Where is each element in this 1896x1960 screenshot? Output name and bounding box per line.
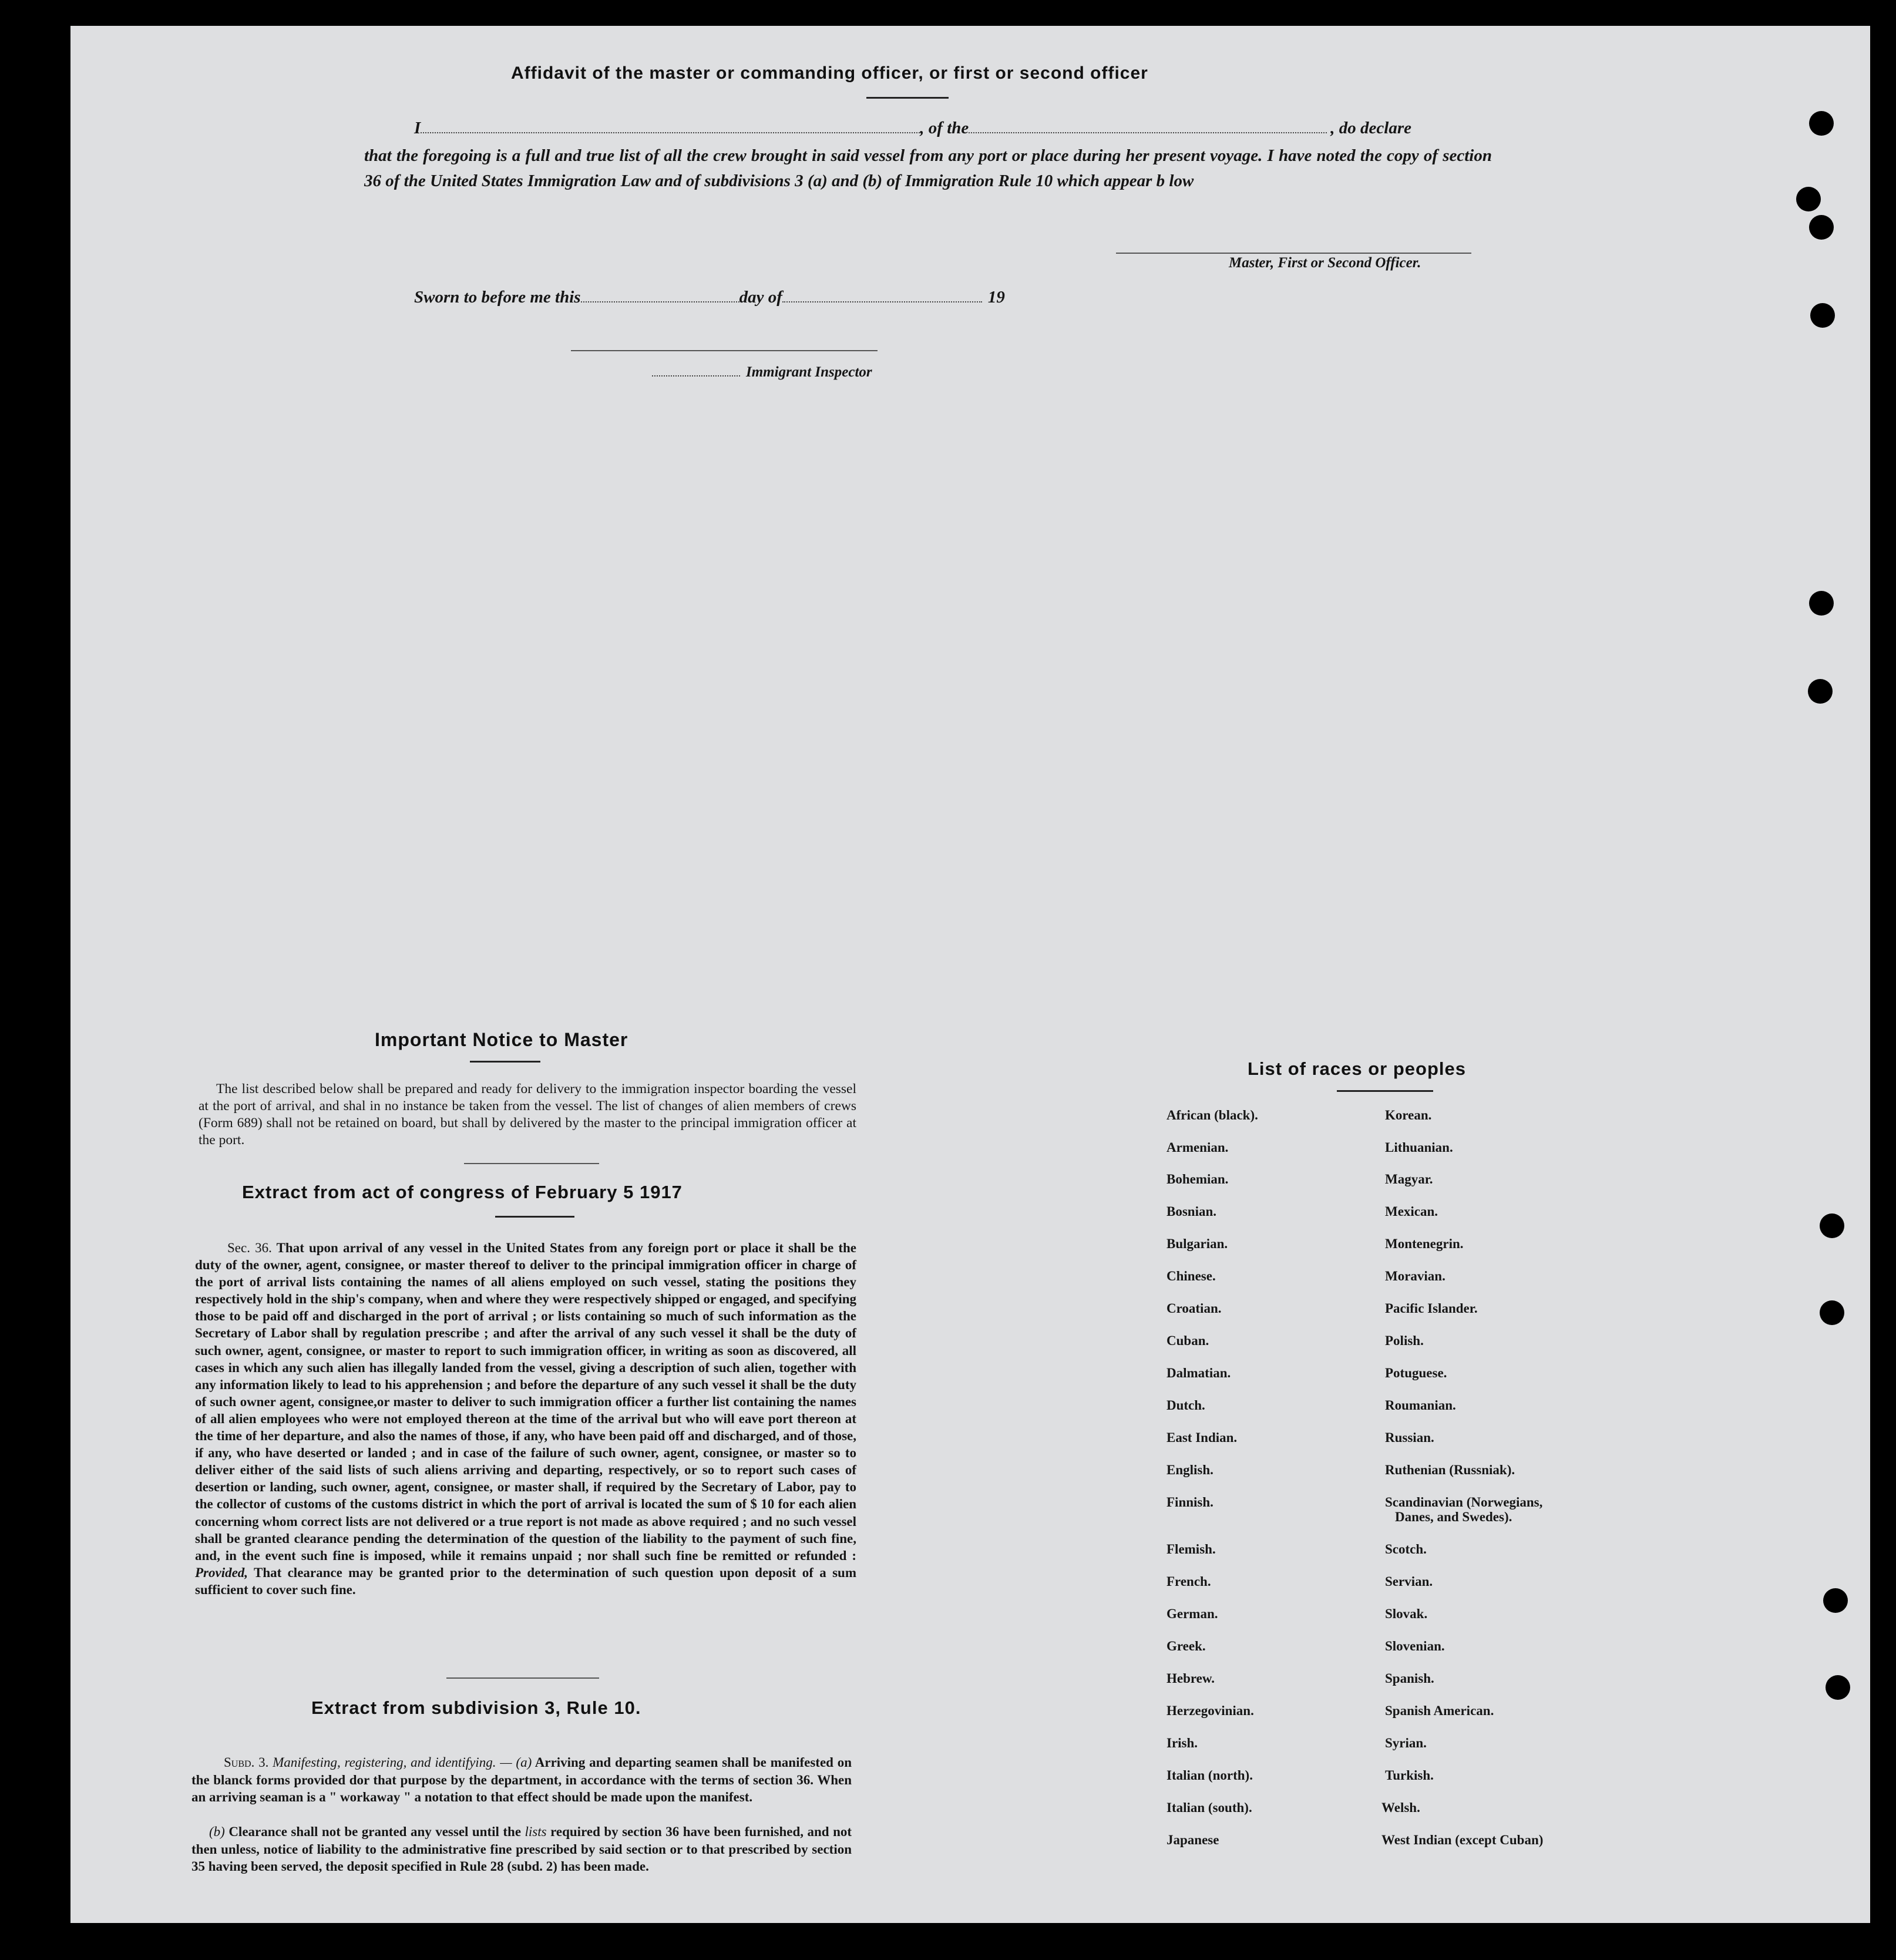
inspector-line bbox=[652, 364, 872, 381]
clause-b-text-2: required by section 36 have been furnished, and not then unless, notice of liability to the administrative fine prescribed by said section or to that prescribed by section 35 having been served, the deposit specified in Rule 28 (subd. 2) has been made. bbox=[191, 1824, 852, 1874]
race-item: Syrian. bbox=[1385, 1736, 1427, 1750]
race-item: Bosnian. bbox=[1166, 1204, 1217, 1219]
separator-rule-2 bbox=[446, 1677, 599, 1679]
subdivision-title: Manifesting, registering, and identifying. bbox=[273, 1755, 496, 1770]
binder-hole bbox=[1809, 111, 1834, 136]
provided-word: Provided, bbox=[195, 1565, 248, 1580]
section-text-end: That clearance may be granted prior to the determination of such question upon deposit of a sum sufficient to cover such fine. bbox=[195, 1565, 856, 1597]
binder-hole bbox=[1809, 215, 1834, 240]
binder-hole bbox=[1809, 591, 1834, 616]
race-item-continuation: Danes, and Swedes). bbox=[1395, 1509, 1512, 1524]
notice-heading-underline bbox=[470, 1061, 540, 1063]
separator-rule bbox=[464, 1163, 599, 1164]
race-item: Roumanian. bbox=[1385, 1398, 1456, 1413]
notice-text: The list described below shall be prepared and ready for delivery to the immigration inspector boarding the vessel at the port of arrival, and shal in no instance be taken from the vessel. The list of changes of alien members of crews (Form 689) shall not be retained on board, but shall by delivered by the master to the principal immigration officer at the port. bbox=[199, 1081, 856, 1148]
binder-hole bbox=[1810, 303, 1835, 328]
race-item: Mexican. bbox=[1385, 1204, 1438, 1219]
affidavit-heading: Affidavit of the master or commanding officer, or first or second officer bbox=[511, 63, 1148, 83]
race-item: Scandinavian (Norwegians, bbox=[1385, 1495, 1543, 1509]
affidavit-of-the: , of the bbox=[920, 119, 969, 137]
race-item: Welsh. bbox=[1381, 1800, 1420, 1815]
affidavit-line-1 bbox=[414, 119, 1411, 138]
inspector-label: Immigrant Inspector bbox=[746, 364, 872, 380]
race-item: Italian (north). bbox=[1166, 1768, 1253, 1783]
binder-hole bbox=[1808, 679, 1833, 704]
sworn-line bbox=[414, 288, 1005, 307]
race-item: Servian. bbox=[1385, 1574, 1433, 1589]
race-item: French. bbox=[1166, 1574, 1211, 1589]
day-blank[interactable] bbox=[581, 301, 739, 302]
race-item: Chinese. bbox=[1166, 1269, 1216, 1283]
binder-hole bbox=[1820, 1213, 1844, 1238]
clause-b-label: (b) bbox=[209, 1824, 225, 1839]
subdivision-label: Subd. 3. bbox=[224, 1755, 269, 1770]
inspector-signature-line[interactable] bbox=[571, 350, 878, 351]
race-item: Herzegovinian. bbox=[1166, 1703, 1254, 1718]
race-item: Japanese bbox=[1166, 1833, 1219, 1847]
race-item: Hebrew. bbox=[1166, 1671, 1215, 1686]
race-item: West Indian (except Cuban) bbox=[1381, 1833, 1544, 1847]
race-item: Ruthenian (Russniak). bbox=[1385, 1463, 1515, 1477]
inspector-blank[interactable] bbox=[652, 375, 740, 376]
extract-act-heading: Extract from act of congress of February 5 1917 bbox=[242, 1182, 683, 1202]
race-item: Moravian. bbox=[1385, 1269, 1445, 1283]
race-item: Potuguese. bbox=[1385, 1366, 1447, 1380]
vessel-blank[interactable] bbox=[969, 132, 1327, 133]
races-heading: List of races or peoples bbox=[1248, 1058, 1466, 1079]
race-item: Montenegrin. bbox=[1385, 1236, 1464, 1251]
race-item: Lithuanian. bbox=[1385, 1140, 1453, 1155]
race-item: German. bbox=[1166, 1606, 1218, 1621]
sworn-year: 19 bbox=[987, 288, 1005, 307]
clause-a-label: — (a) bbox=[500, 1755, 532, 1770]
race-item: Magyar. bbox=[1385, 1172, 1433, 1186]
race-item: Slovak. bbox=[1385, 1606, 1428, 1621]
race-item: Polish. bbox=[1385, 1333, 1424, 1348]
binder-hole bbox=[1826, 1675, 1850, 1700]
race-item: Croatian. bbox=[1166, 1301, 1222, 1316]
races-heading-underline bbox=[1337, 1090, 1433, 1092]
extract-rule-text-b bbox=[191, 1823, 852, 1875]
month-blank[interactable] bbox=[782, 301, 982, 302]
race-item: Dutch. bbox=[1166, 1398, 1205, 1413]
sworn-prefix: Sworn to before me this bbox=[414, 288, 581, 307]
sworn-day-of: day of bbox=[739, 288, 782, 307]
race-item: Bulgarian. bbox=[1166, 1236, 1228, 1251]
race-item: Dalmatian. bbox=[1166, 1366, 1231, 1380]
extract-act-text bbox=[195, 1239, 856, 1598]
clause-b-text-1: Clearance shall not be granted any vessel until the bbox=[228, 1824, 522, 1839]
race-item: Spanish. bbox=[1385, 1671, 1434, 1686]
extract-rule-text-a bbox=[191, 1754, 852, 1806]
document-sheet bbox=[70, 26, 1870, 1923]
race-item: Bohemian. bbox=[1166, 1172, 1229, 1186]
race-item: Russian. bbox=[1385, 1430, 1434, 1445]
section-text: That upon arrival of any vessel in the United States from any foreign port or place it shall be the duty of the owner, agent, consignee, or master thereof to deliver to the principal immigration officer in charge of the port of arrival lists containing the names of all aliens employed on such vessel, stating the positions they respectively hold in the ship's company, when and where they were respectively shipped or engaged, and specifying those to be paid off and discharged in the port of arrival ; or lists containing so much of such information as the Secretary of Labor shall by regulation prescribe ; and after the arrival of any such vessel it shall be the duty of such owner, agent, consignee, or master to report to such immigration officer, in writing as soon as discovered, all cases in which any such alien has illegally landed from the vessel, giving a description of such alien, together with any information likely to lead to his apprehension ; and before the departure of any such vessel it shall be the duty of such owner agent, consignee,or master to deliver to such immigration officer a further list containing the names of all alien employees who were not employed thereon at the time of the arrival but who will eave port thereon at the time of her departure, and also the names of those, if any, who have been paid off and discharged, and of those, if any, who have deserted or landed ; and in case of the failure of such owner, agent, consignee, or master so to deliver either of the said lists of such aliens arriving and departing, respectively, or so to report such cases of desertion or landing, such owner, agent, consignee, or master shall, if required by the Secretary of Labor, pay to the collector of customs of the customs district in which the port of arrival is located the sum of $ 10 for each alien concerning whom correct lists are not delivered or a true report is not made as above required ; and no such vessel shall be granted clearance pending the determination of the question of the liability to the payment of such fine, and, in the event such fine is imposed, while it remains unpaid ; nor shall such fine be remitted or refunded : bbox=[195, 1240, 856, 1563]
section-label: Sec. 36. bbox=[227, 1240, 272, 1255]
notice-heading: Important Notice to Master bbox=[375, 1029, 628, 1050]
binder-hole bbox=[1796, 187, 1821, 211]
race-item: Spanish American. bbox=[1385, 1703, 1494, 1718]
race-item: Finnish. bbox=[1166, 1495, 1213, 1509]
clause-b-lists: lists bbox=[525, 1824, 547, 1839]
race-item: Flemish. bbox=[1166, 1542, 1216, 1556]
affidavit-declare: , do declare bbox=[1330, 119, 1411, 137]
race-item: Cuban. bbox=[1166, 1333, 1209, 1348]
race-item: East Indian. bbox=[1166, 1430, 1238, 1445]
race-item: Slovenian. bbox=[1385, 1639, 1445, 1653]
race-item: Turkish. bbox=[1385, 1768, 1434, 1783]
binder-hole bbox=[1823, 1588, 1848, 1613]
affidavit-i: I bbox=[414, 119, 421, 137]
race-item: African (black). bbox=[1166, 1108, 1258, 1122]
name-blank[interactable] bbox=[421, 132, 920, 133]
race-item: Korean. bbox=[1385, 1108, 1432, 1122]
race-item: Irish. bbox=[1166, 1736, 1198, 1750]
race-item: Pacific Islander. bbox=[1385, 1301, 1478, 1316]
extract-act-underline bbox=[495, 1216, 574, 1218]
signature-label: Master, First or Second Officer. bbox=[1229, 255, 1421, 271]
race-item: Armenian. bbox=[1166, 1140, 1229, 1155]
race-item: Greek. bbox=[1166, 1639, 1206, 1653]
signature-line[interactable] bbox=[1116, 253, 1471, 254]
race-item: English. bbox=[1166, 1463, 1213, 1477]
heading-underline bbox=[866, 97, 949, 99]
binder-hole bbox=[1820, 1300, 1844, 1325]
extract-rule-heading: Extract from subdivision 3, Rule 10. bbox=[311, 1697, 641, 1718]
race-item: Italian (south). bbox=[1166, 1800, 1252, 1815]
affidavit-paragraph: that the foregoing is a full and true list of all the crew brought in said vessel from any port or place during her present voyage. I have noted the copy of section 36 of the United States Immigration Law and of subdivisions 3 (a) and (b) of Immigration Rule 10 which appear b low bbox=[364, 146, 1492, 190]
clause-a-text: Arriving and departing seamen shall be manifested on the blanck forms provided dor that purpose by the department, in accordance with the terms of section 36. When an arriving seaman is a " workaway " a notation to that effect should be made upon the manifest. bbox=[191, 1755, 852, 1804]
race-item: Scotch. bbox=[1385, 1542, 1427, 1556]
